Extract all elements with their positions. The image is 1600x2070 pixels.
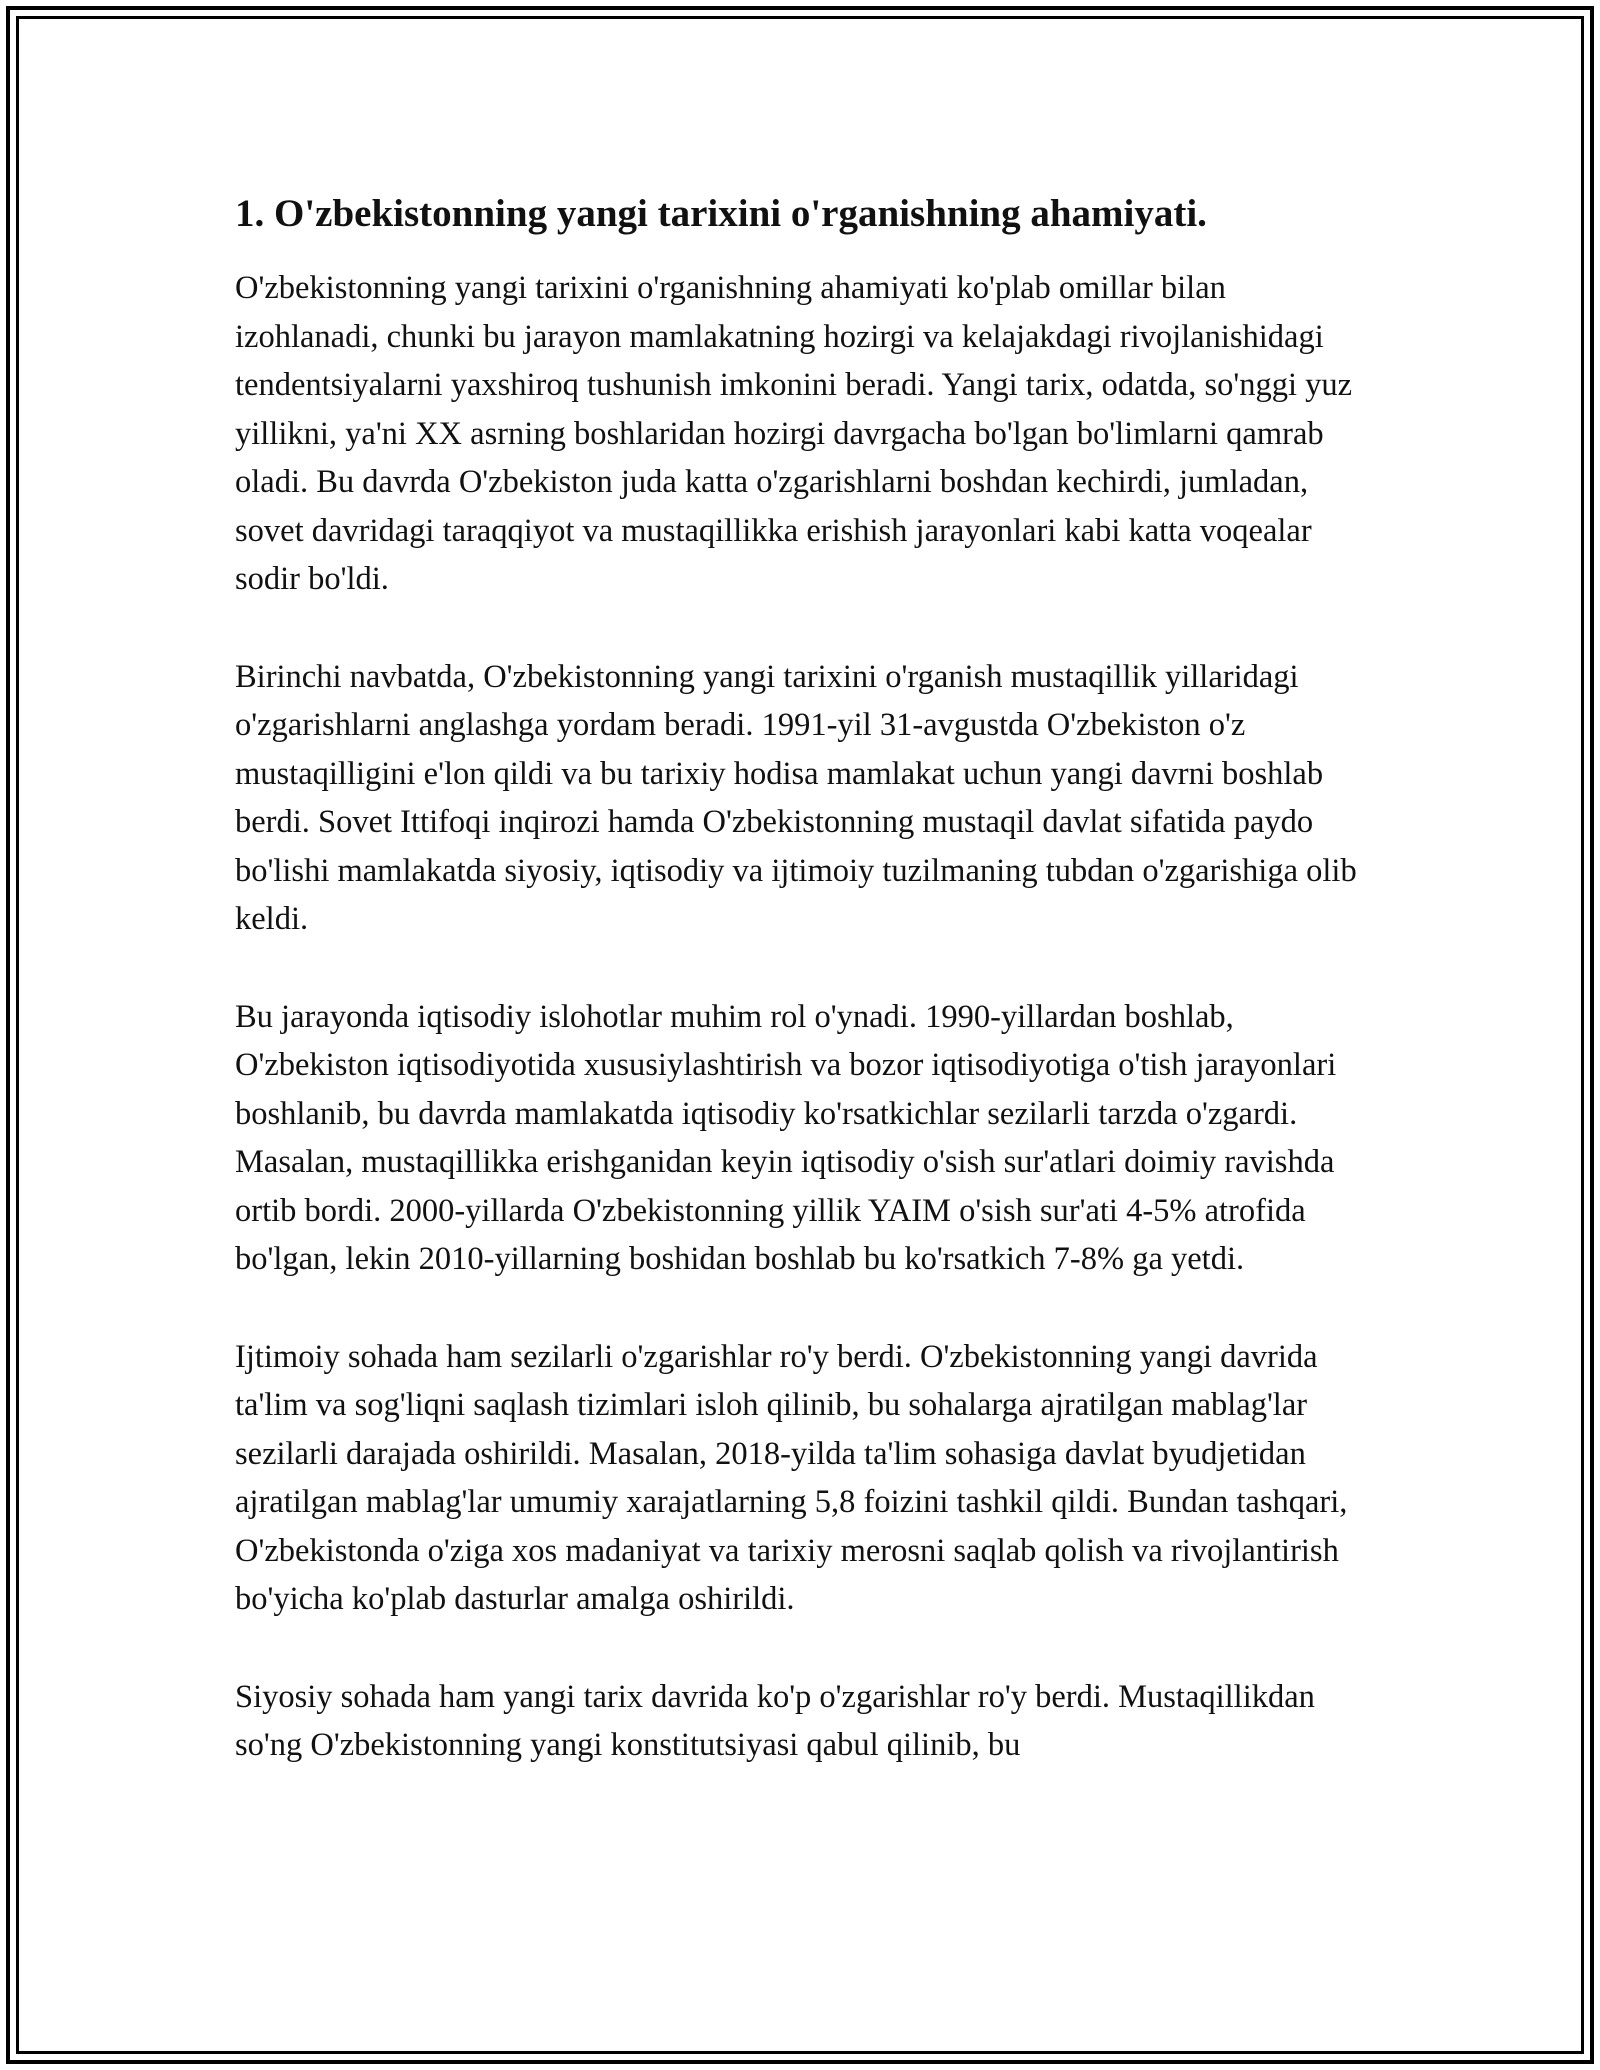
paragraph-5: Siyosiy sohada ham yangi tarix davrida ko'p o'zgarishlar ro'y berdi. Mustaqillikdan so'ng O'zbekistonning yangi konstitutsiyasi qabul qilinib, bu	[235, 1678, 1315, 1763]
paragraph-2: Birinchi navbatda, O'zbekistonning yangi tarixini o'rganish mustaqillik yillaridagi o'zgarishlarni anglashga yordam beradi. 1991-yil 31-avgustda O'zbekiston o'z mustaqilligini e'lon qildi va bu tarixiy hodisa mamlakat uchun yangi davrni boshlab berdi. Sovet Ittifoqi inqirozi hamda O'zbekistonning mustaqil davlat sifatida paydo bo'lishi mamlakatda siyosiy, iqtisodiy va ijtimoiy tuzilmaning tubdan o'zgarishiga olib keldi.	[235, 658, 1357, 937]
paragraph-1: O'zbekistonning yangi tarixini o'rganishning ahamiyati ko'plab omillar bilan izohlanadi, chunki bu jarayon mamlakatning hozirgi va kelajakdagi rivojlanishidagi tendentsiyalarni yaxshiroq tushunish imkonini beradi. Yangi tarix, odatda, so'nggi yuz yillikni, ya'ni XX asrning boshlaridan hozirgi davrgacha bo'lgan bo'limlarni qamrab oladi. Bu davrda O'zbekiston juda katta o'zgarishlarni boshdan kechirdi, jumladan, sovet davridagi taraqqiyot va mustaqillikka erishish jarayonlari kabi katta voqealar sodir bo'ldi.	[235, 270, 1353, 597]
paragraph-4: Ijtimoiy sohada ham sezilarli o'zgarishlar ro'y berdi. O'zbekistonning yangi davrida ta'lim va sog'liqni saqlash tizimlari isloh qilinib, bu sohalarga ajratilgan mablag'lar sezilarli darajada oshirildi. Masalan, 2018-yilda ta'lim sohasiga davlat byudjetidan ajratilgan mablag'lar umumiy xarajatlarning 5,8 foizini tashkil qildi. Bundan tashqari, O'zbekistonda o'ziga xos madaniyat va tarixiy merosni saqlab qolish va rivojlantirish bo'yicha ko'plab dasturlar amalga oshirildi.	[235, 1338, 1348, 1617]
document-body	[235, 186, 1375, 1819]
section-heading: 1. O'zbekistonning yangi tarixini o'rganishning ahamiyati.	[235, 192, 1207, 235]
paragraph-3: Bu jarayonda iqtisodiy islohotlar muhim rol o'ynadi. 1990-yillardan boshlab, O'zbekiston iqtisodiyotida xususiylashtirish va bozor iqtisodiyotiga o'tish jarayonlari boshlanib, bu davrda mamlakatda iqtisodiy ko'rsatkichlar sezilarli tarzda o'zgardi. Masalan, mustaqillikka erishganidan keyin iqtisodiy o'sish sur'atlari doimiy ravishda ortib bordi. 2000-yillarda O'zbekistonning yillik YAIM o'sish sur'ati 4-5% atrofida bo'lgan, lekin 2010-yillarning boshidan boshlab bu ko'rsatkich 7-8% ga yetdi.	[235, 998, 1337, 1277]
